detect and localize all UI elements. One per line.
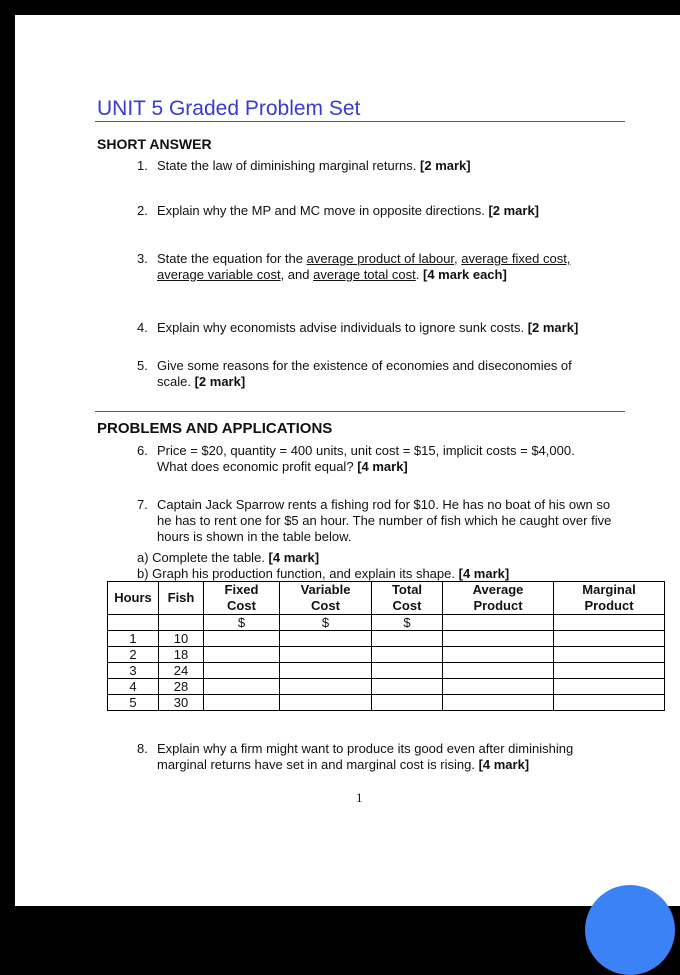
unit-cell: $	[280, 615, 372, 631]
section-heading-short-answer: SHORT ANSWER	[97, 136, 212, 152]
col-fish: Fish	[159, 582, 204, 615]
table-header-row	[108, 582, 665, 615]
col-hours: Hours	[108, 582, 159, 615]
fish-cost-table	[107, 581, 665, 711]
table-row: 1 10	[108, 631, 665, 647]
title-rule	[95, 121, 625, 122]
col-variable-cost: Variable Cost	[280, 582, 372, 615]
floating-action-button[interactable]	[585, 885, 675, 975]
table-row: 2 18	[108, 647, 665, 663]
section-rule	[95, 411, 625, 412]
col-fixed-cost: Fixed Cost	[204, 582, 280, 615]
sub-question-b: b) Graph his production function, and explain its shape. [4 mark]	[137, 566, 510, 581]
table-row: 4 28	[108, 679, 665, 695]
page-title: UNIT 5 Graded Problem Set	[97, 97, 361, 120]
document-page: UNIT 5 Graded Problem Set SHORT ANSWER 1. State the law of diminishing marginal returns. [2 mark] 2. Explain why the MP and MC move in opposite directions. [2 mark] 3. State the equation for the average product of labour, average fixed cost, average variable cost, and average total cost. [4 mark each] 4. Explain why economists advise individuals to ignore sunk costs. [2 mark] 5. Give some reasons for the existence of economies and diseconomies of scale. [2 mark] PROBLEMS AND APPLICATIONS 6. Price = $20, quantity = 400 units, unit cost = $15, implicit costs = $4,000. What does economic profit equal? [4 mark] 7. Captain Jack Sparrow rents a fishing rod for $10. He has no boat of his own so he has to rent one for $5 an hour. The number of fish which he caught over five hours is shown in the table below. a) Complete the table. [4 mark] b) Graph his production function, and explain its shape. [4 mark] Hours Fish Fixed Cost Variable Cost Total Cost Average Product Marginal Product $ $ $ 1 10 2 18 3 24 4 28 5 30 8. Explain why a firm might want to produce its good even after diminishing marginal returns have set in and marginal cost is rising. [4 mark] 1	[15, 15, 680, 906]
sub-question-a: a) Complete the table. [4 mark]	[137, 550, 320, 565]
table-units-row	[108, 615, 665, 631]
section-heading-problems: PROBLEMS AND APPLICATIONS	[97, 420, 333, 437]
unit-cell: $	[204, 615, 280, 631]
unit-cell: $	[372, 615, 443, 631]
col-marginal-product: Marginal Product	[554, 582, 665, 615]
table-row: 5 30	[108, 695, 665, 711]
table-row: 3 24	[108, 663, 665, 679]
col-average-product: Average Product	[443, 582, 554, 615]
page-number: 1	[356, 790, 363, 805]
col-total-cost: Total Cost	[372, 582, 443, 615]
